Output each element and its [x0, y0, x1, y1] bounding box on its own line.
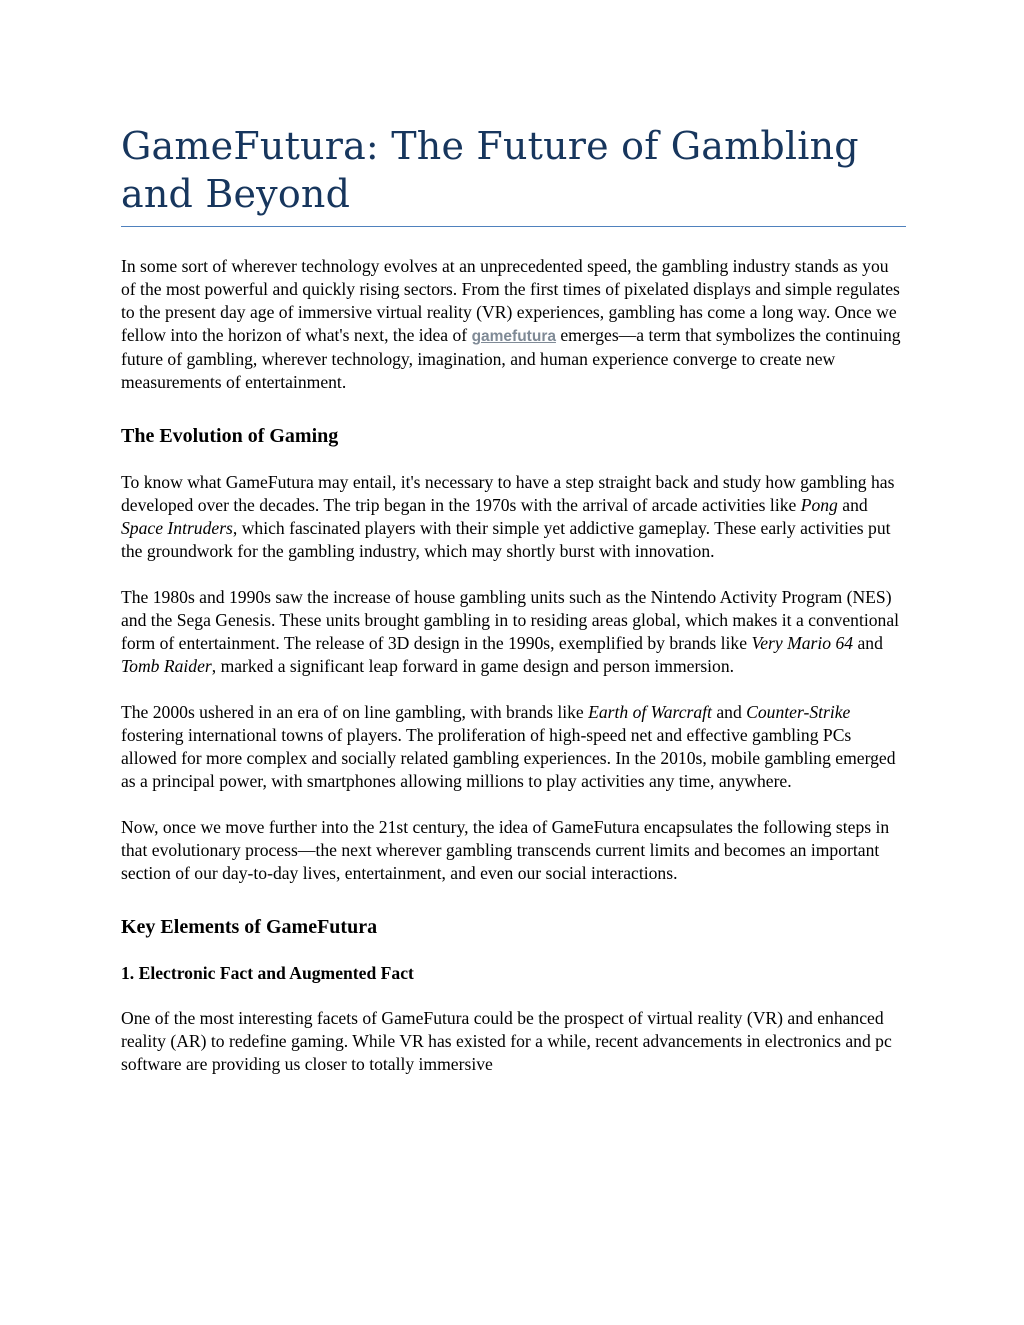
- text: and: [837, 495, 868, 515]
- game-title: Pong: [800, 495, 838, 515]
- text: The 1980s and 1990s saw the increase of house gambling units such as the Nintendo Activity Program (NES) and the Sega Genesis. These units brought gambling in to residing areas global, which makes it a conventional form of entertainment. The release of 3D design in the 1990s, exemplified by brands like: [121, 587, 900, 653]
- document-page: [121, 0, 906, 1076]
- text: fostering international towns of players. The proliferation of high-speed net and effective gambling PCs allowed for more complex and socially related gambling experiences. In the 2010s, mobile gambling emerged as a principal power, with smartphones allowing millions to play activities any time, anywhere.: [121, 725, 896, 791]
- paragraph-evolution-4: Now, once we move further into the 21st century, the idea of GameFutura encapsulates the following steps in that evolutionary process—the next wherever gambling transcends current limits and becomes an important section of our day-to-day lives, entertainment, and even our social interactions.: [121, 817, 890, 883]
- game-title: Tomb Raider: [121, 656, 212, 676]
- text: , marked a significant leap forward in game design and person immersion.: [211, 656, 735, 676]
- text: and: [711, 702, 747, 722]
- game-title: Space Intruders: [121, 518, 233, 538]
- intro-text-before: In some sort of wherever technology evolves at an unprecedented speed, the gambling industry stands as you of the most powerful and quickly rising sectors. From the first times of pixelated displays and simple regulates to the present day age of immersive virtual reality (VR) experiences, gambling has come a long way. Once we fellow into the horizon of what's next, the idea of: [121, 256, 900, 345]
- paragraph-evolution-2: [121, 586, 906, 678]
- gamefutura-link[interactable]: gamefutura: [471, 328, 556, 345]
- game-title: Counter-Strike: [746, 702, 851, 722]
- text: To know what GameFutura may entail, it's necessary to have a step straight back and study how gambling has developed over the decades. The trip began in the 1970s with the arrival of arcade activities like: [121, 472, 895, 515]
- paragraph-vr-ar: One of the most interesting facets of GameFutura could be the prospect of virtual reality (VR) and enhanced reality (AR) to redefine gaming. While VR has existed for a while, recent advancements in electronics and pc software are providing us closer to totally immersive: [121, 1008, 892, 1074]
- text: , which fascinated players with their simple yet addictive gameplay. These early activities put the groundwork for the gambling industry, which may shortly burst with innovation.: [121, 518, 891, 561]
- intro-paragraph: [121, 255, 906, 394]
- subsection-heading-vr-ar: 1. Electronic Fact and Augmented Fact: [121, 963, 414, 983]
- page-title: GameFutura: The Future of Gambling and Beyond: [121, 0, 906, 227]
- paragraph-evolution-1: [121, 471, 906, 563]
- text: The 2000s ushered in an era of on line gambling, with brands like: [121, 702, 589, 722]
- section-heading-key-elements: Key Elements of GameFutura: [121, 916, 378, 938]
- game-title: Very Mario 64: [751, 633, 854, 653]
- text: and: [853, 633, 883, 653]
- paragraph-evolution-3: [121, 701, 906, 793]
- section-heading-evolution: The Evolution of Gaming: [121, 425, 339, 447]
- intro-text-after: emerges—a term that symbolizes the continuing future of gambling, wherever technology, imagination, and human experience converge to create new measurements of entertainment.: [121, 325, 901, 392]
- game-title: Earth of Warcraft: [588, 702, 712, 722]
